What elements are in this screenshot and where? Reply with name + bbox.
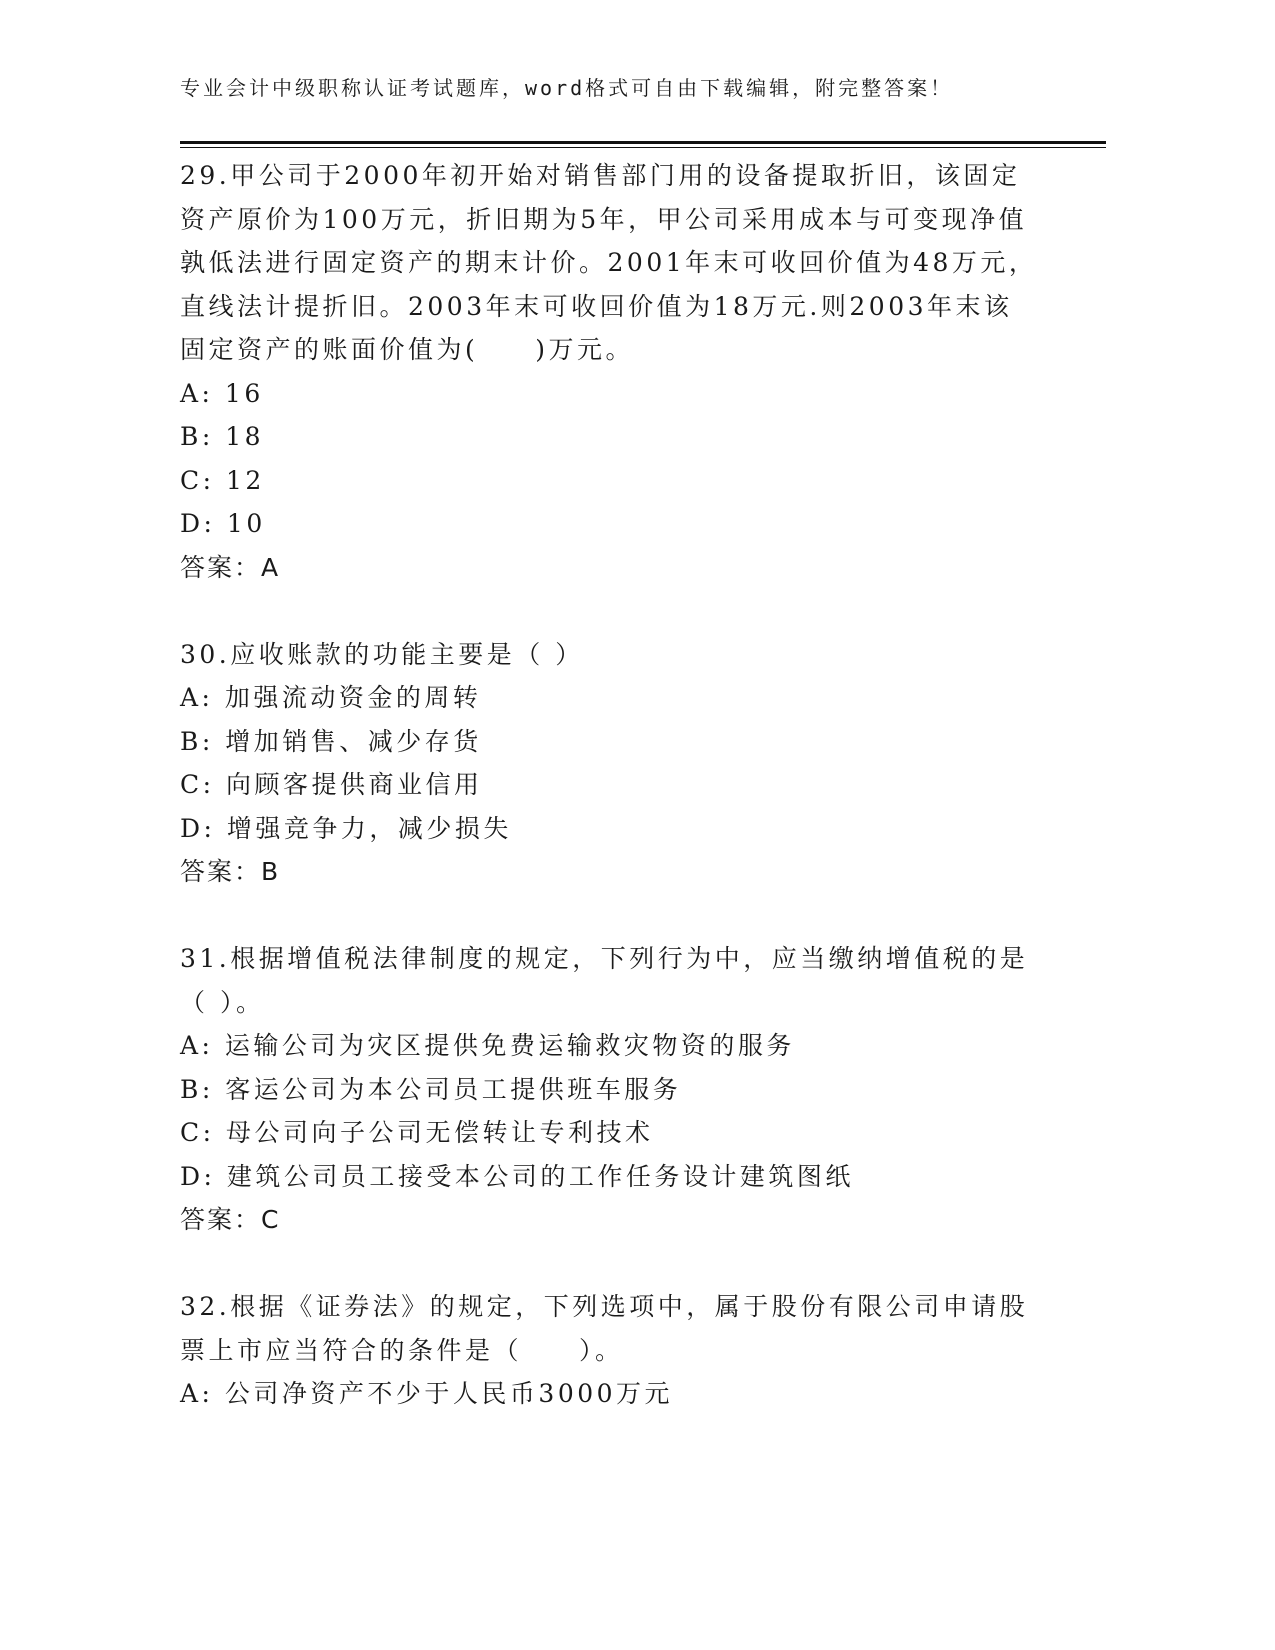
page-header: 专业会计中级职称认证考试题库，word格式可自由下载编辑，附完整答案！	[180, 76, 954, 100]
option-c: C: 12	[180, 465, 265, 495]
option-d: D: 增强竞争力，减少损失	[180, 813, 512, 843]
question-32	[180, 1285, 1040, 1416]
header-rule-thin	[180, 147, 1106, 148]
spacer	[180, 894, 1040, 938]
question-text: 30.应收账款的功能主要是（ ）	[180, 639, 584, 669]
question-29	[180, 154, 1040, 589]
question-31	[180, 937, 1040, 1242]
spacer	[180, 1242, 1040, 1286]
question-30	[180, 633, 1040, 894]
option-c: C: 母公司向子公司无偿转让专利技术	[180, 1118, 654, 1147]
option-c: C: 向顾客提供商业信用	[180, 770, 483, 799]
answer-label: 答案：C	[180, 1205, 281, 1234]
option-b: B: 客运公司为本公司员工提供班车服务	[180, 1074, 682, 1104]
question-text: 31.根据增值税法律制度的规定，下列行为中，应当缴纳增值税的是（ ）。	[180, 944, 1029, 1017]
question-list	[180, 154, 1040, 1416]
option-d: D: 建筑公司员工接受本公司的工作任务设计建筑图纸	[180, 1161, 854, 1191]
option-a: A: 加强流动资金的周转	[180, 683, 482, 712]
question-text: 29.甲公司于2000年初开始对销售部门用的设备提取折旧，该固定资产原价为100万元，折旧期为5年，甲公司采用成本与可变现净值孰低法进行固定资产的期末计价。2001年末可收回价值为48万元，直线法计提折旧。2003年末可收回价值为18万元.则2003年末该固定资产的账面价值为( )万元。	[180, 161, 1038, 364]
answer-label: 答案：B	[180, 857, 281, 886]
option-d: D: 10	[180, 509, 266, 538]
answer-label: 答案：A	[180, 552, 281, 582]
spacer	[180, 589, 1040, 633]
option-a: A: 16	[180, 378, 264, 408]
option-b: B: 增加销售、减少存货	[180, 726, 482, 756]
option-a: A: 公司净资产不少于人民币3000万元	[180, 1379, 674, 1408]
option-a: A: 运输公司为灾区提供免费运输救灾物资的服务	[180, 1031, 795, 1060]
question-text: 32.根据《证券法》的规定，下列选项中，属于股份有限公司申请股票上市应当符合的条件是（ ）。	[180, 1292, 1029, 1365]
header-rule-thick	[180, 141, 1106, 144]
option-b: B: 18	[180, 422, 265, 451]
